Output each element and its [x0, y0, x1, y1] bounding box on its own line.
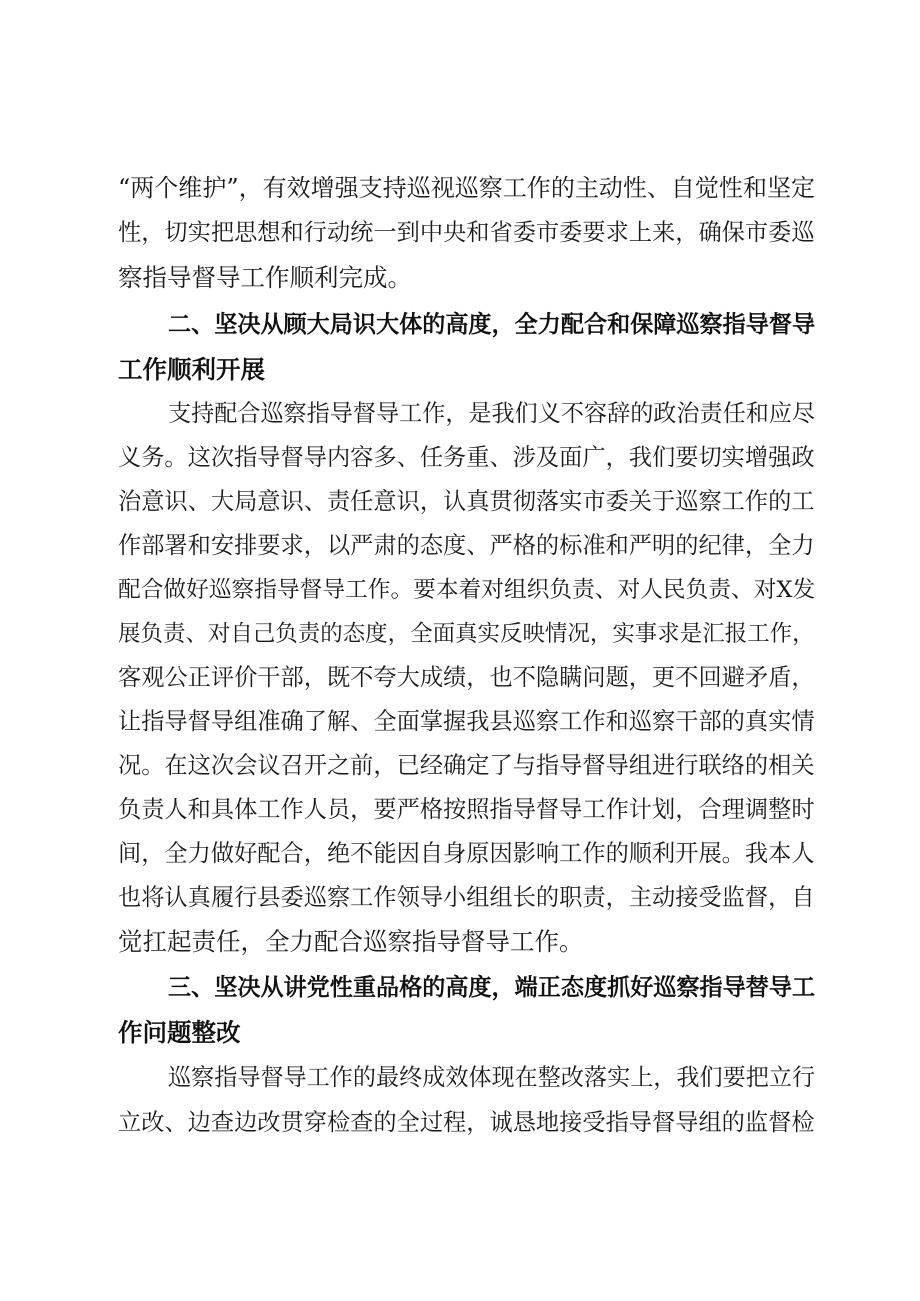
- paragraph-3-line-1: 巡察指导督导工作的最终成效体现在整改落实上，我们要把立行: [168, 1065, 816, 1091]
- paragraph-2-line-11: 间，全力做好配合，绝不能因自身原因影响工作的顺利开展。我本人: [118, 840, 815, 867]
- paragraph-2-line-1: 支持配合巡察指导督导工作，是我们义不容辞的政治责任和应尽: [168, 401, 816, 427]
- paragraph-2-line-7: 客观公正评价干部，既不夸大成绩，也不隐瞒问题，更不回避矛盾，: [118, 664, 815, 691]
- paragraph-2-line-4: 作部署和安排要求，以严肃的态度、严格的标准和严明的纪律，全力: [118, 532, 815, 559]
- paragraph-2-line-9: 况。在这次会议召开之前，已经确定了与指导督导组进行联络的相关: [118, 752, 815, 779]
- paragraph-1-line-1: “两个维护”，有效增强支持巡视巡察工作的主动性、自觉性和坚定: [118, 174, 815, 202]
- paragraph-2-line-6: 展负责、对自己负责的态度，全面真实反映情况，实事求是汇报工作，: [118, 621, 815, 647]
- paragraph-2-line-13: 觉扛起责任，全力配合巡察指导督导工作。: [118, 927, 584, 956]
- section-heading-2-line-2: 工作顺利开展: [118, 355, 265, 384]
- paragraph-2-line-10: 负责人和具体工作人员，要严格按照指导督导工作计划，合理调整时: [118, 796, 815, 823]
- paragraph-2-line-2: 义务。这次指导督导内容多、任务重、涉及面广，我们要切实增强政: [118, 444, 815, 471]
- paragraph-2-line-5: 配合做好巡察指导督导工作。要本着对组织负责、对人民负责、对X发: [118, 577, 816, 603]
- paragraph-1-line-2: 性，切实把思想和行动统一到中央和省委市委要求上来，确保市委巡: [118, 219, 815, 246]
- section-heading-3-line-1: 三、坚决从讲党性重品格的高度，端正态度抓好巡察指导替导工: [168, 975, 816, 1001]
- paragraph-2-line-12: 也将认真履行县委巡察工作领导小组组长的职责，主动接受监督，自: [118, 884, 815, 911]
- paragraph-2-line-3: 治意识、大局意识、责任意识，认真贯彻落实市委关于巡察工作的工: [118, 488, 815, 515]
- paragraph-3-line-2: 立改、边查边改贯穿检查的全过程，诚恳地接受指导督导组的监督检: [118, 1109, 815, 1136]
- paragraph-1-line-3: 察指导督导工作顺利完成。: [118, 263, 412, 292]
- section-heading-2-line-1: 二、坚决从顾大局识大体的高度，全力配合和保障巡察指导督导: [168, 312, 816, 338]
- paragraph-2-line-8: 让指导督导组准确了解、全面掌握我县巡察工作和巡察干部的真实情: [118, 708, 815, 735]
- section-heading-3-line-2: 作问题整改: [118, 1018, 241, 1047]
